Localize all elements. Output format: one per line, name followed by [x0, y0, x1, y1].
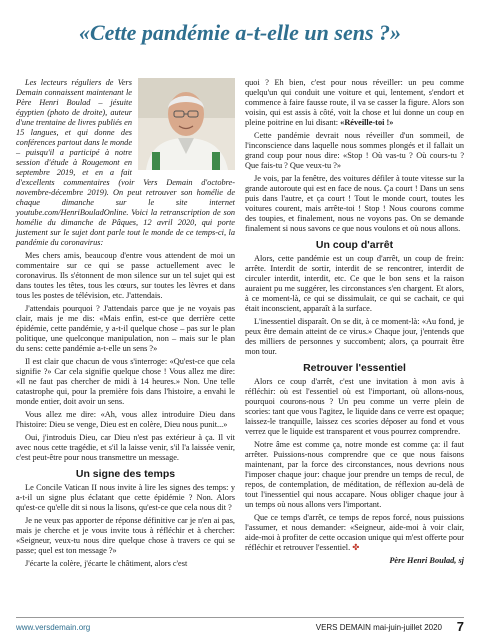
paragraph: Je vois, par la fenêtre, des voitures défiler à toute vitesse sur la grande autoroute qui est en face de nous. Ça court ! Dans un sens puis dans l'autre, et ça court ! Tout le monde court, toutes les voitures courent, mais arrête-toi ! Stop ! Nous courons comme des toupies, et finalement, nous ne voyons pas. On se demande finalement si nous savons ce que nous voulons et où nous allons.	[245, 174, 464, 233]
paragraph: Mes chers amis, beaucoup d'entre vous attendent de moi un commentaire sur ce qui se passe actuellement avec le coronavirus. Ils s'étonnent de mon silence sur un tel sujet qui est dans toutes les têtes, tous les cœurs, sur toutes les lèvres et dans tous les postes de télévision, etc. J'attendais.	[16, 251, 235, 300]
paragraph: Alors, cette pandémie est un coup d'arrêt, un coup de frein: arrête. Interdit de sortir, interdit de se rencontrer, interdit de circuler interdit, interdit, etc. Ce que le bon sens et la raison auraient pu me suggérer, les circonstances s'en chargent. Et alors, à ce moment-là, ce qui se dissimulait, ce qui se cachait, ce qui était inconscient, apparaît à la surface.	[245, 254, 464, 313]
paragraph: Cette pandémie devrait nous réveiller d'un sommeil, de l'inconscience dans laquelle nous sommes plongés et il fallait un grand coup pour nous dire: «Stop ! Où vas-tu ? Où cours-tu ? Que fais-tu ? Que veux-tu ?»	[245, 131, 464, 170]
author-signature: Père Henri Boulad, sj	[389, 556, 464, 565]
portrait-illustration	[138, 78, 235, 170]
end-mark-icon: ✤	[352, 543, 360, 552]
section-heading-essentiel: Retrouver l'essentiel	[303, 362, 406, 374]
article-title: «Cette pandémie a-t-elle un sens ?»	[78, 20, 402, 45]
paragraph-text: Que ce temps d'arrêt, ce temps de repos forcé, nous puissions l'assumer, et nous demander: «Seigneur, aide-moi à voir clair, aide-moi à profiter de cette occasion unique qui m'est offerte pour réfléchir et retrouver l'essentiel.	[245, 513, 464, 552]
intro-block	[16, 78, 235, 248]
author-photo	[138, 78, 235, 170]
paragraph: Vous allez me dire: «Ah, vous allez introduire Dieu dans l'histoire: Dieu se venge, Dieu est en colère, Dieu nous punit...»	[16, 410, 235, 429]
paragraph: J'attendais pourquoi ? J'attendais parce que je ne voyais pas clair, mais je me dis: «Mais enfin, est-ce que derrière cette épidémie, cette pandémie, y a-t-il quelque chose – pas sur le plan politique, une quelconque manipulation, non – mais sur le plan du sens: cette pandémie a-t-elle un sens ?»	[16, 304, 235, 353]
section-heading-arret: Un coup d'arrêt	[315, 239, 394, 251]
paragraph: Alors ce coup d'arrêt, c'est une invitation à mon avis à réfléchir: où est l'essentiel où est l'important, où allons-nous, pourquoi courons-nous ? Un peu comme un verre plein de scories: tant que vous l'agitez, le liquide dans ce verre est opaque; laissez-le tranquille, laissez ces scories déposer au fond et vous verrez que le liquide est transparent et vous pourrez comprendre.	[245, 377, 464, 436]
paragraph: L'inessentiel disparaît. On se dit, à ce moment-là: «Au fond, je peux être demain atteint de ce virus.» Chaque jour, j'entends que des milliers de personnes y succombent; alors, ça pourrait être mon tour.	[245, 317, 464, 356]
intro-text: Les lecteurs réguliers de Vers Demain connaissent maintenant le Père Henri Boulad – jésuite égyptien (photo de droite), auteur d'une trentaine de livres publiés en 15 langues, et qui donne des conférences partout dans le monde – puisqu'il a participé à notre session d'étude à Rougemont en septembre 2019, et en a fait d'excellents commentaires (voir Vers Demain d'octobre-novembre-décembre 2019). On peut retrouver son homélie de chaque dimanche sur le site internet youtube.com/HenriBouladOnline. Voici la retranscription de son homélie du dimanche de Pâques, 12 avril 2020, qui porte justement sur le sujet dont parle tout le monde de ce temps-ci, la pandémie du coronavirus:	[16, 78, 235, 247]
right-column	[245, 78, 464, 569]
paragraph: Il est clair que chacun de vous s'interroge: «Qu'est-ce que cela signifie ?» Car cela signifie quelque chose ! Vous allez me dire: «Il ne faut pas chercher de midi à 14 heures.» Non. Une telle catastrophe qui, pour la première fois dans l'histoire, a envahi le monde entier, doit avoir un sens.	[16, 357, 235, 406]
left-column	[16, 78, 235, 572]
paragraph: Notre âme est comme ça, notre monde est comme ça: il faut arrêter. Puissions-nous comprendre que ce que nous faisons maintenant, par la force des circonstances, nous devrions nous l'imposer chaque jour: chaque jour prendre un temps de recul, de repos, de contemplation, de méditation, de réflexion au-delà de tout l'inessentiel qui nous accapare. Nous obliger chaque jour à un temps où nous allons vers l'important.	[245, 440, 464, 509]
paragraph	[245, 513, 464, 553]
section-heading-signe: Un signe des temps	[75, 468, 176, 480]
paragraph	[245, 78, 464, 128]
magazine-issue: VERS DEMAIN mai-juin-juillet 2020	[315, 623, 442, 632]
website-link[interactable]: www.versdemain.org	[16, 623, 91, 632]
paragraph: Le Concile Vatican II nous invite à lire les signes des temps: y a-t-il un signe plus éclatant que cette épidémie ? Non. Alors qu'est-ce qu'elle dit si nous la lisons, qu'est-ce que cela nous dit ?	[16, 483, 235, 512]
wake-up-quote: «Réveille-toi !»	[340, 118, 394, 127]
paragraph: Oui, j'introduis Dieu, car Dieu n'est pas extérieur à ça. Il vit avec nous cette tragédie, et s'il la laisse venir, s'il l'a laissée venir, c'est peut-être pour nous transmettre un message.	[16, 433, 235, 462]
paragraph-text: quoi ? Eh bien, c'est pour nous réveiller: un peu comme quelqu'un qui conduit une voiture et qui, lentement, s'endort et commence à faire fausse route, il va se casser la figure. Alors son voisin, qui est assis à côté, voit la chose et lui donne un coup en pleine poitrine en lui disant:	[245, 78, 464, 127]
page-footer	[16, 617, 464, 636]
page-number: 7	[456, 619, 464, 634]
paragraph: Je ne veux pas apporter de réponse définitive car je n'en ai pas, mais je cherche et je vous invite tous à réfléchir et à chercher: «Seigneur, veux-tu nous dire quelque chose à travers ce qui se passe; quel est ton message ?»	[16, 516, 235, 555]
paragraph: J'écarte la colère, j'écarte le châtiment, alors c'est	[25, 559, 188, 568]
